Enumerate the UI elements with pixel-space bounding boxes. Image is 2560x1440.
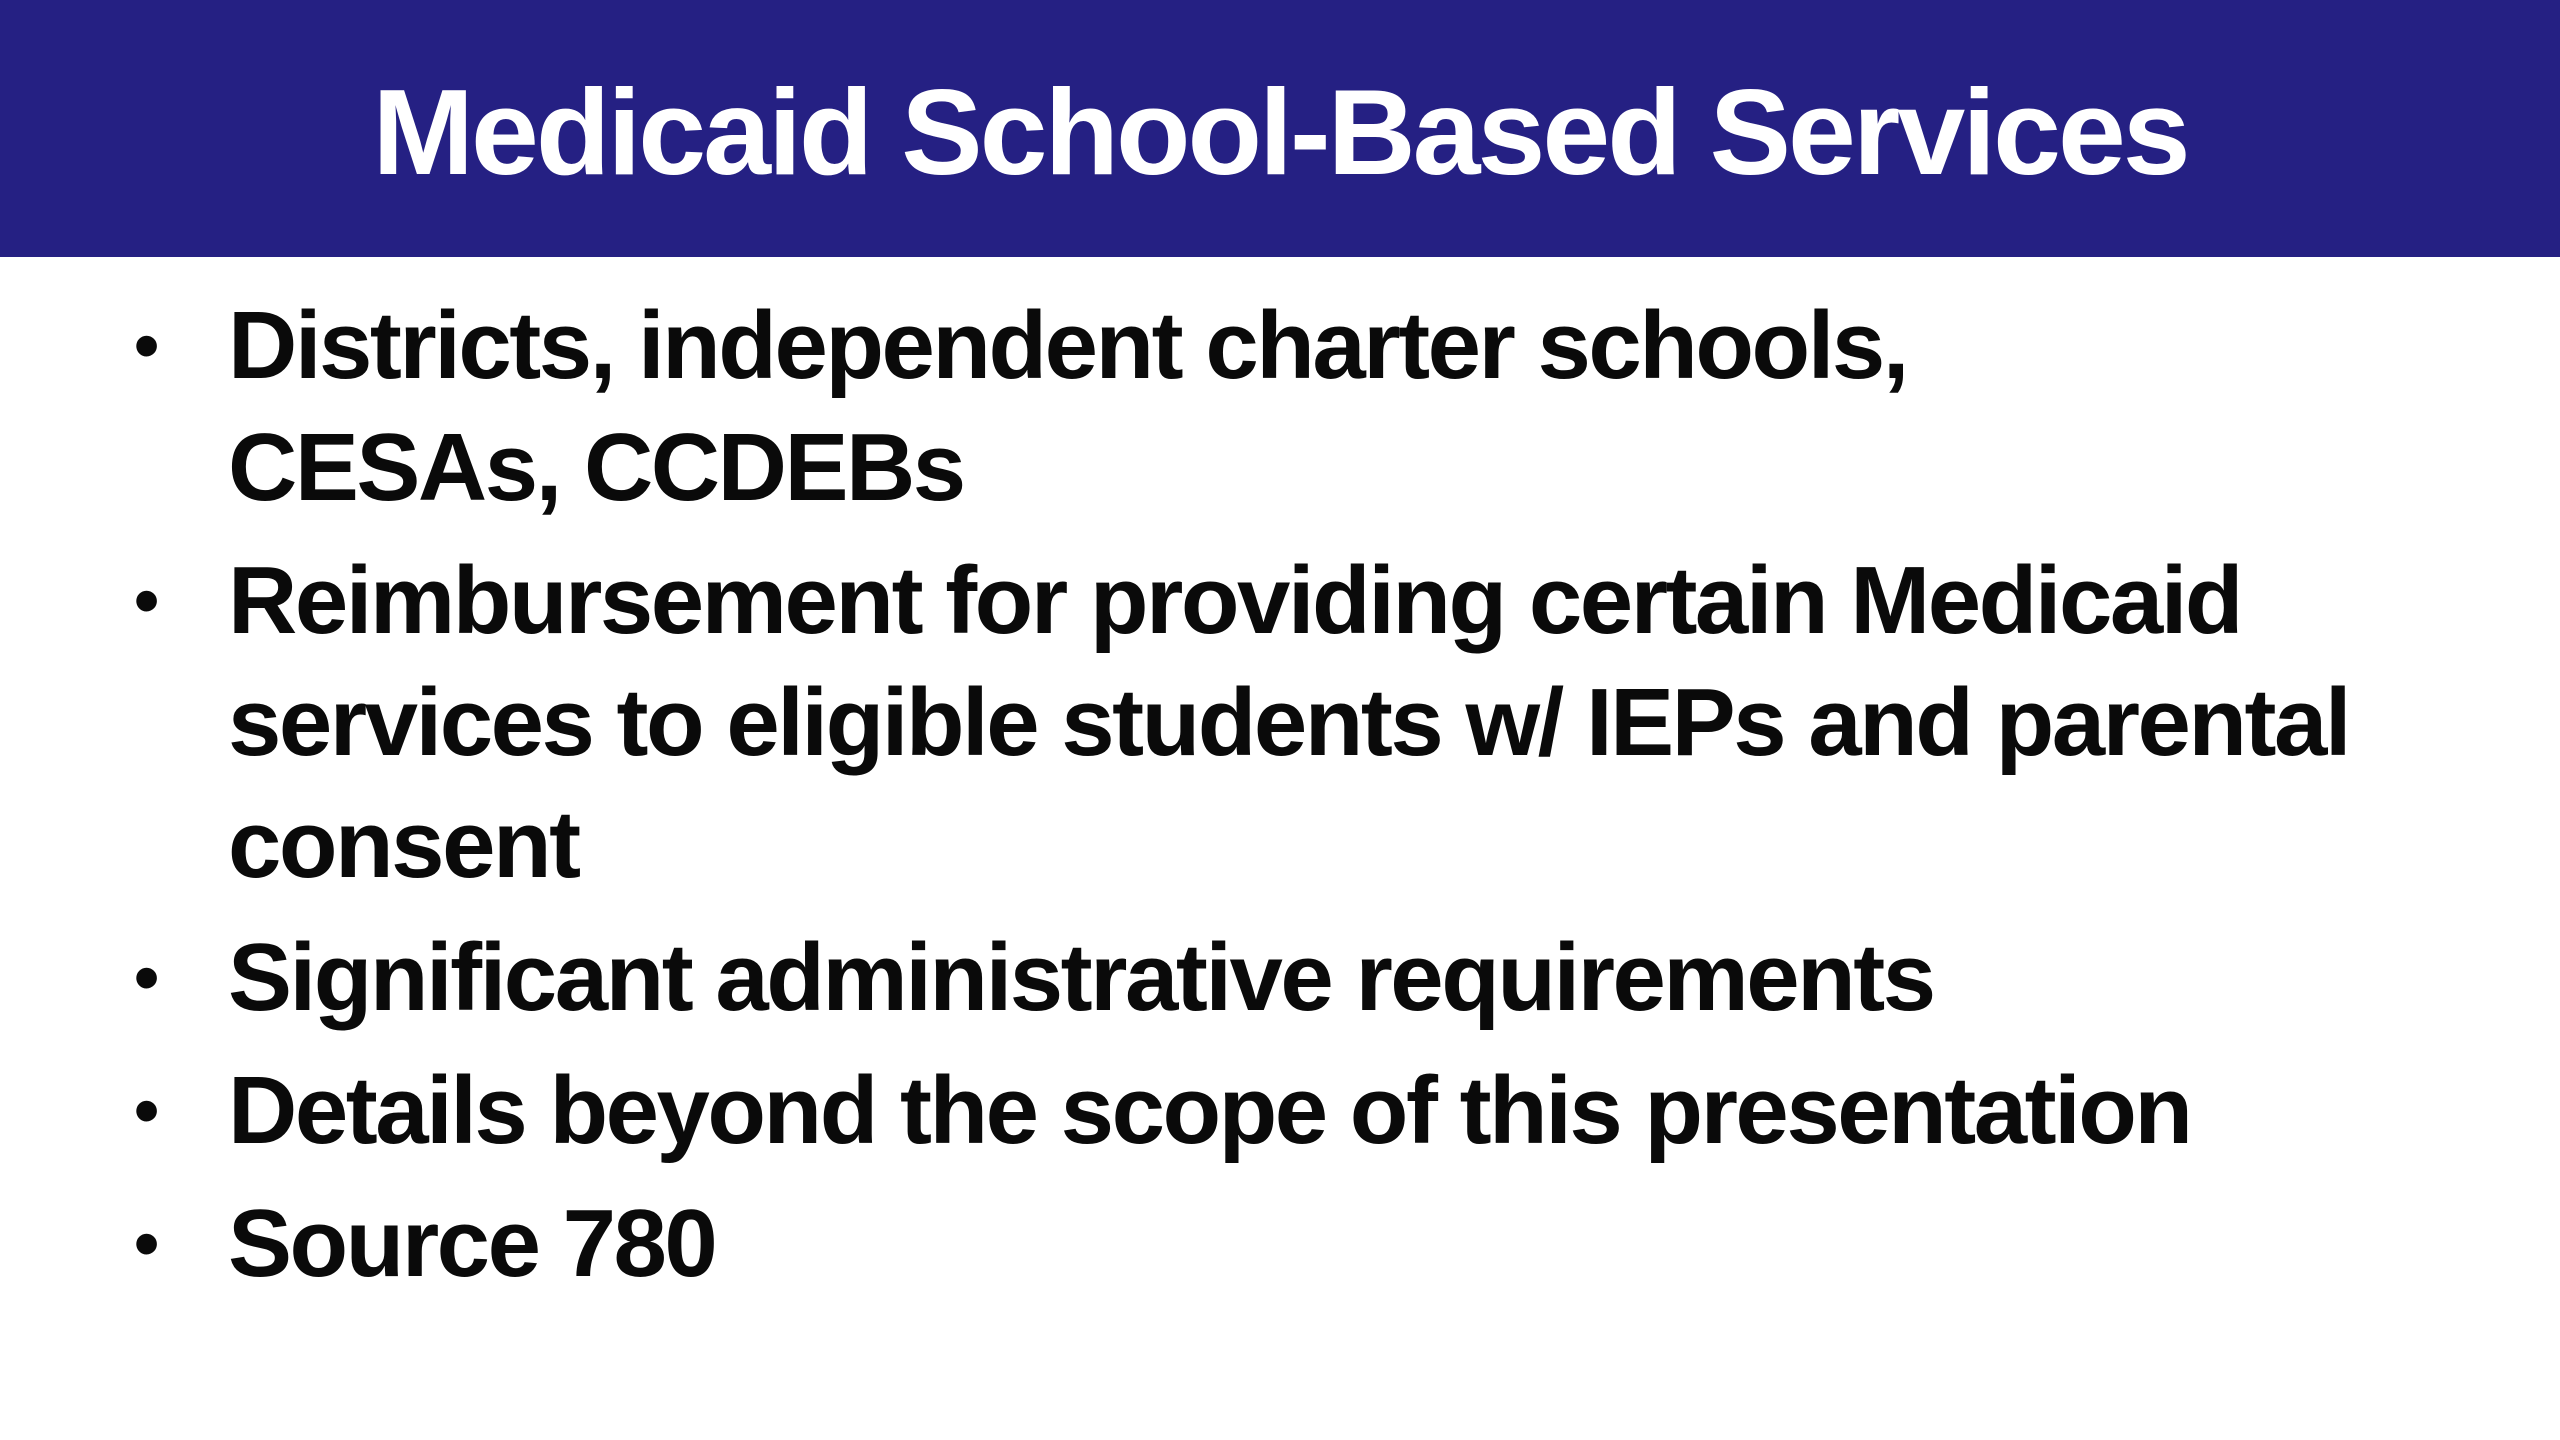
bullet-item: [0, 285, 2560, 529]
bullet-line: Significant administrative requirements: [228, 924, 1934, 1031]
bullet-list: [0, 285, 2560, 1316]
bullet-line: Source 780: [228, 1190, 716, 1297]
bullet-item: [0, 917, 2560, 1039]
bullet-line: consent: [228, 791, 579, 898]
slide-title: Medicaid School-Based Services: [372, 63, 2188, 200]
bullet-text: [228, 540, 2520, 906]
bullet-text: [228, 1050, 2520, 1172]
bullet-item: [0, 540, 2560, 906]
bullet-icon: •: [134, 306, 157, 386]
bullet-item: [0, 1050, 2560, 1172]
bullet-icon: •: [134, 1204, 157, 1284]
bullet-line: CESAs, CCDEBs: [228, 414, 964, 521]
bullet-icon: •: [134, 561, 157, 641]
bullet-text: [228, 917, 2520, 1039]
bullet-item: [0, 1183, 2560, 1305]
bullet-line: services to eligible students w/ IEPs and parental: [228, 669, 2350, 776]
bullet-line: Districts, independent charter schools,: [228, 292, 1907, 399]
bullet-line: Details beyond the scope of this presentation: [228, 1057, 2191, 1164]
bullet-icon: •: [134, 1071, 157, 1151]
bullet-line: Reimbursement for providing certain Medicaid: [228, 547, 2242, 654]
bullet-text: [228, 1183, 2520, 1305]
title-bar: [0, 0, 2560, 257]
bullet-icon: •: [134, 938, 157, 1018]
bullet-text: [228, 285, 2520, 529]
